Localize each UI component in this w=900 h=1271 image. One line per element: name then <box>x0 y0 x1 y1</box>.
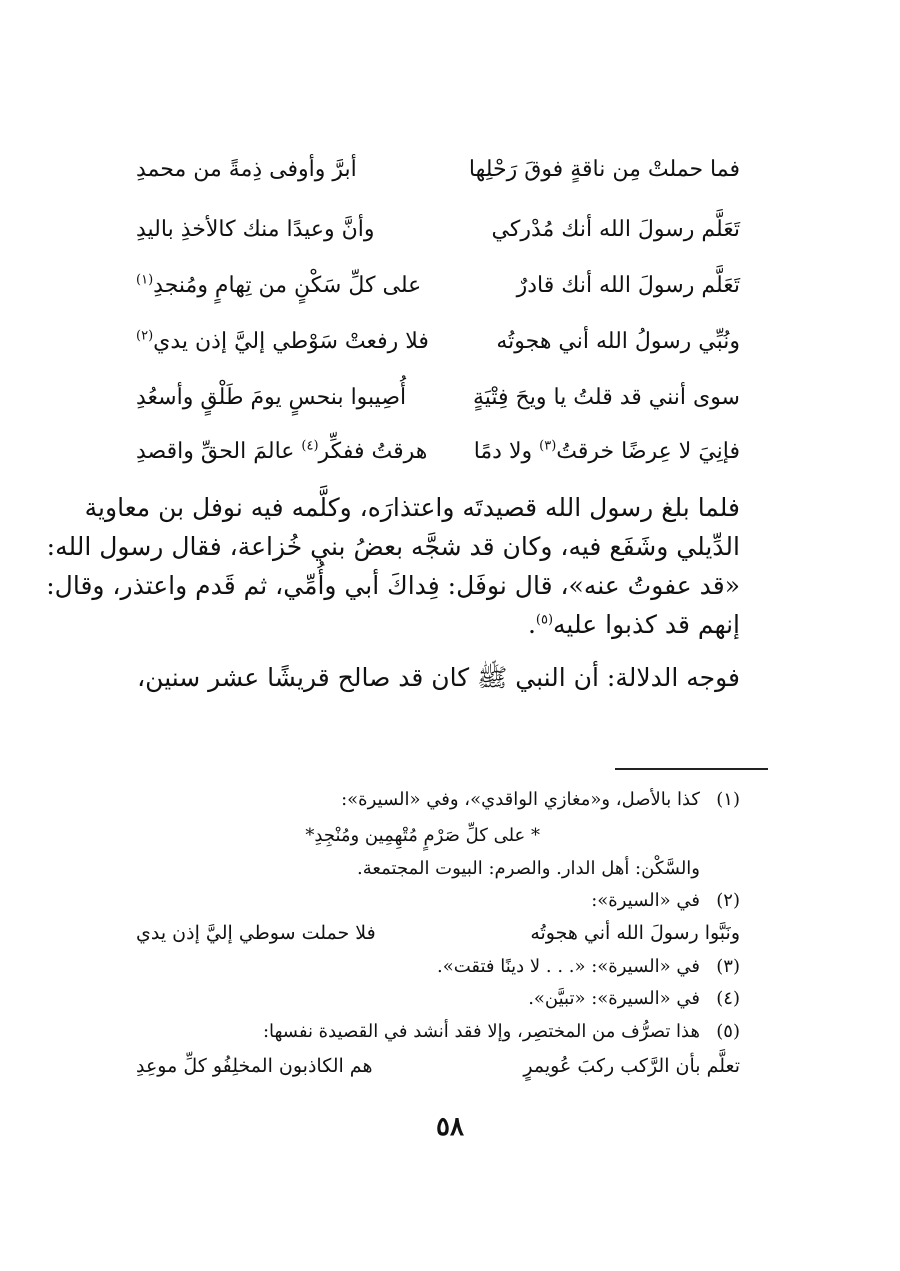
footnote-text: كذا بالأصل، و«مغازي الواقدي»، وفي «السيرة»: <box>341 789 700 810</box>
footnote-1-line-2 <box>110 823 740 849</box>
page-number: ٥٨ <box>436 1112 464 1142</box>
verse-first-hemistich: تَعَلَّم رسولَ الله أنك قادرٌ <box>516 273 740 298</box>
footnote-2-verse <box>136 918 740 948</box>
footnote-5-line-1 <box>110 1019 740 1045</box>
footnote-ref-1: (١) <box>136 272 154 288</box>
verse-first-hemistich: ونَبَّوا رسولَ الله أني هجوتُه <box>530 922 740 944</box>
footnote-2-line-1 <box>110 888 740 914</box>
verse-second-hemistich <box>136 266 421 306</box>
footnote-number: (١) <box>716 789 740 810</box>
footnote-text: في «السيرة»: <box>591 890 700 911</box>
main-paragraph <box>46 488 740 644</box>
footnote-5-verse <box>136 1051 740 1081</box>
verse-first-hemistich: فما حملتْ مِن ناقةٍ فوقَ رَحْلِها <box>468 157 740 182</box>
footnote-text: في «السيرة»: «. . . لا دينًا فتقت». <box>436 956 700 977</box>
verse-second-hemistich <box>136 432 427 472</box>
poem-verse-3 <box>136 266 740 306</box>
verse-first-hemistich: تعلَّم بأن الرَّكب ركبَ عُويمرٍ <box>523 1055 740 1077</box>
footnote-divider <box>615 768 768 770</box>
verse-text: فإنِيَ لا عِرضًا خرقتُ <box>556 439 740 464</box>
verse-first-hemistich: ونُبِّي رسولُ الله أني هجوتُه <box>496 329 740 354</box>
paragraph-line: «قد عفوتُ عنه»، قال نوفَل: فِداكَ أبي وأُمِّي، ثم قَدم واعتذر، وقال: <box>46 571 740 600</box>
footnote-number: (٢) <box>716 890 740 911</box>
footnote-number: (٤) <box>716 988 740 1009</box>
paragraph-text: . <box>527 610 536 639</box>
verse-second-hemistich: فلا حملت سوطي إليَّ إذن يدي <box>136 922 376 944</box>
footnote-ref-5: (٥) <box>535 612 554 628</box>
verse-text: فلا رفعتْ سَوْطي إليَّ إذن يدي <box>153 329 429 354</box>
verse-second-hemistich <box>136 322 429 362</box>
footnote-text: في «السيرة»: «تبيَّن». <box>528 988 700 1009</box>
footnote-3 <box>110 954 740 980</box>
verse-first-hemistich: تَعَلَّم رسولَ الله أنك مُدْركي <box>491 217 740 242</box>
verse-first-hemistich <box>474 432 740 472</box>
footnote-text: هذا تصرُّف من المختصِر، وإلا فقد أنشد في القصيدة نفسها: <box>262 1021 700 1042</box>
footnote-4 <box>110 986 740 1012</box>
poem-verse-4 <box>136 322 740 362</box>
conclusion-line: فوجه الدلالة: أن النبي ﷺ كان قد صالح قريشًا عشر سنين، <box>137 663 740 692</box>
footnote-text: * على كلِّ صَرْمٍ مُتْهِمِين ومُنْجِدِ* <box>305 825 540 846</box>
verse-second-hemistich: وأنَّ وعيدًا منك كالأخذِ باليدِ <box>136 217 375 242</box>
poem-verse-2 <box>136 210 740 250</box>
footnote-ref-4: (٤) <box>301 438 319 454</box>
footnote-1-line-1 <box>110 787 740 813</box>
verse-first-hemistich: سوى أنني قد قلتُ يا ويحَ فِتْيَةٍ <box>472 385 740 410</box>
verse-text: على كلِّ سَكْنٍ من تِهامٍ ومُنجدِ <box>153 273 422 298</box>
poem-verse-1 <box>136 150 740 190</box>
paragraph-text: إنهم قد كذبوا عليه <box>553 610 740 639</box>
verse-second-hemistich: أبرَّ وأوفى ذِمةً من محمدِ <box>136 157 357 182</box>
verse-second-hemistich: أُصِيبوا بنحسٍ يومَ طَلْقٍ وأسعُدِ <box>136 385 407 410</box>
footnote-ref-2: (٢) <box>136 328 154 344</box>
poem-verse-6 <box>136 432 740 472</box>
paragraph-line-last <box>130 605 740 644</box>
verse-text: عالمَ الحقِّ واقصدِ <box>136 439 302 464</box>
verse-text: ولا دمًا <box>473 439 540 464</box>
verse-second-hemistich: هم الكاذبون المخلِفُو كلِّ موعِدِ <box>136 1055 373 1077</box>
footnote-ref-3: (٣) <box>539 438 557 454</box>
paragraph-line: الدِّيلي وشَفَع فيه، وكان قد شجَّه بعضُ بني خُزاعة، فقال رسول الله: <box>46 532 740 561</box>
footnote-text: والسَّكْن: أهل الدار. والصرم: البيوت المجتمعة. <box>357 858 700 879</box>
conclusion-paragraph <box>130 658 740 697</box>
footnote-number: (٥) <box>716 1021 740 1042</box>
poem-verse-5 <box>136 378 740 418</box>
footnote-number: (٣) <box>716 956 740 977</box>
verse-text: هرقتُ ففكِّر <box>318 439 428 464</box>
footnote-1-line-3 <box>110 856 740 882</box>
paragraph-line: فلما بلغ رسول الله قصيدتَه واعتذارَه، وكلَّمه فيه نوفل بن معاوية <box>84 493 740 522</box>
